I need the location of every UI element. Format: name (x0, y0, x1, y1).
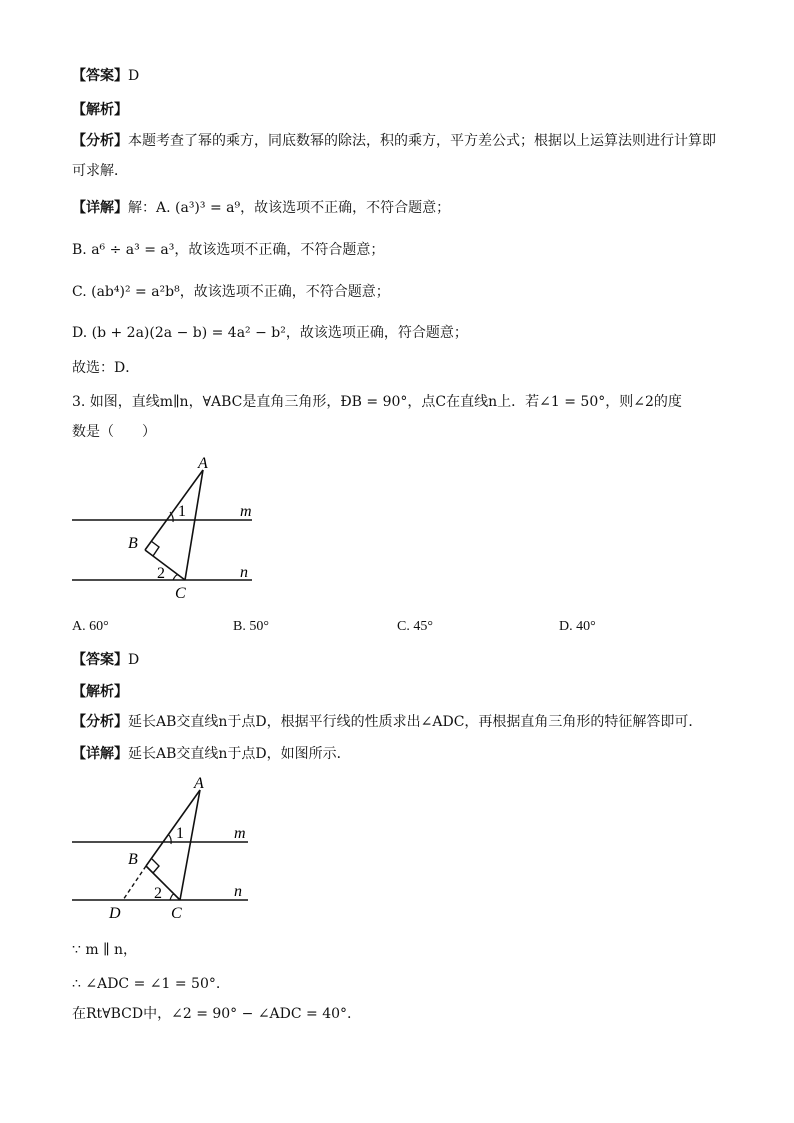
option-b: B. 50° (233, 619, 269, 634)
answer-tag-q3: 【答案】 (72, 652, 128, 668)
label-angle-1: 1 (178, 503, 186, 520)
step-2: ∴ ∠ADC = ∠1 = 50°. (72, 976, 221, 992)
conclusion-q2: 故选：D． (72, 360, 140, 376)
fenxi-text-q3: 延长AB交直线n于点D，根据平行线的性质求出∠ADC，再根据直角三角形的特征解答即可． (128, 714, 703, 730)
detail-d-q2: D. (b + 2a)(2a − b) = 4a² − b²，故该选项正确，符合题意； (72, 325, 468, 341)
fenxi-paragraph-q3 (72, 712, 702, 732)
angle-2-arc-2 (170, 894, 174, 900)
detail-text-q3: 延长AB交直线n于点D，如图所示． (128, 746, 351, 762)
label-angle-1-2: 1 (176, 825, 184, 842)
label-m-2: m (234, 825, 246, 842)
label-D-2: D (109, 905, 121, 922)
label-n-2: n (234, 883, 242, 900)
fenxi-tag-q3: 【分析】 (72, 714, 128, 730)
detail-tag-q3: 【详解】 (72, 746, 128, 762)
detail-tag: 【详解】 (72, 200, 128, 216)
figure-extended-triangle (60, 772, 280, 932)
option-c: C. 45° (397, 619, 433, 634)
fenxi-text: 本题考查了幂的乘方，同底数幂的除法，积的乘方，平方差公式；根据以上运算法则进行计算即可求解． (72, 133, 716, 179)
analysis-tag: 【解析】 (72, 102, 128, 118)
fenxi-tag: 【分析】 (72, 133, 128, 149)
question-3-stem-line1: 3. 如图，直线m∥n，∀ABC是直角三角形，ÐB = 90°，点C在直线n上．若∠1 = 50°，则∠2的度 (72, 394, 682, 410)
answer-value: D (128, 68, 140, 84)
dashed-extension-BD (123, 866, 146, 900)
label-n: n (240, 564, 248, 581)
label-A: A (198, 455, 208, 472)
step-3: 在Rt∀BCD中，∠2 = 90° − ∠ADC = 40°. (72, 1006, 352, 1022)
right-angle-mark-2 (152, 859, 159, 873)
analysis-heading-q2 (72, 100, 128, 120)
answer-tag: 【答案】 (72, 68, 128, 84)
step-1: ∵ m ∥ n， (72, 942, 138, 958)
question-3-stem-line2: 数是（ ） (72, 424, 156, 440)
segment-AC (185, 470, 203, 580)
analysis-tag-q3: 【解析】 (72, 684, 128, 700)
answer-line-q2 (72, 66, 139, 86)
label-A-2: A (194, 775, 204, 792)
label-C: C (175, 585, 186, 602)
detail-a-q2 (72, 198, 450, 218)
label-m: m (240, 503, 252, 520)
label-angle-2-2: 2 (154, 885, 162, 902)
detail-b-q2: B. a⁶ ÷ a³ = a³，故该选项不正确，不符合题意； (72, 242, 385, 258)
segment-AB-2 (146, 790, 200, 866)
label-B: B (128, 535, 138, 552)
segment-AB (145, 470, 203, 550)
option-d: D. 40° (559, 619, 596, 634)
segment-AC-2 (180, 790, 200, 900)
label-C-2: C (171, 905, 182, 922)
option-a: A. 60° (72, 619, 109, 634)
analysis-heading-q3 (72, 682, 128, 702)
answer-value-q3: D (128, 652, 140, 668)
detail-q3 (72, 744, 351, 764)
label-angle-2: 2 (157, 565, 165, 582)
answer-line-q3 (72, 650, 139, 670)
figure-triangle-parallel-lines (60, 450, 280, 610)
detail-a-text: 解：A. (a³)³ = a⁹，故该选项不正确，不符合题意； (128, 200, 451, 216)
detail-c-q2: C. (ab⁴)² = a²b⁸，故该选项不正确，不符合题意； (72, 284, 390, 300)
right-angle-mark (151, 541, 159, 556)
fenxi-paragraph-q2 (72, 126, 722, 186)
label-B-2: B (128, 851, 138, 868)
segment-BC (145, 550, 185, 580)
segment-BC-2 (146, 866, 180, 900)
